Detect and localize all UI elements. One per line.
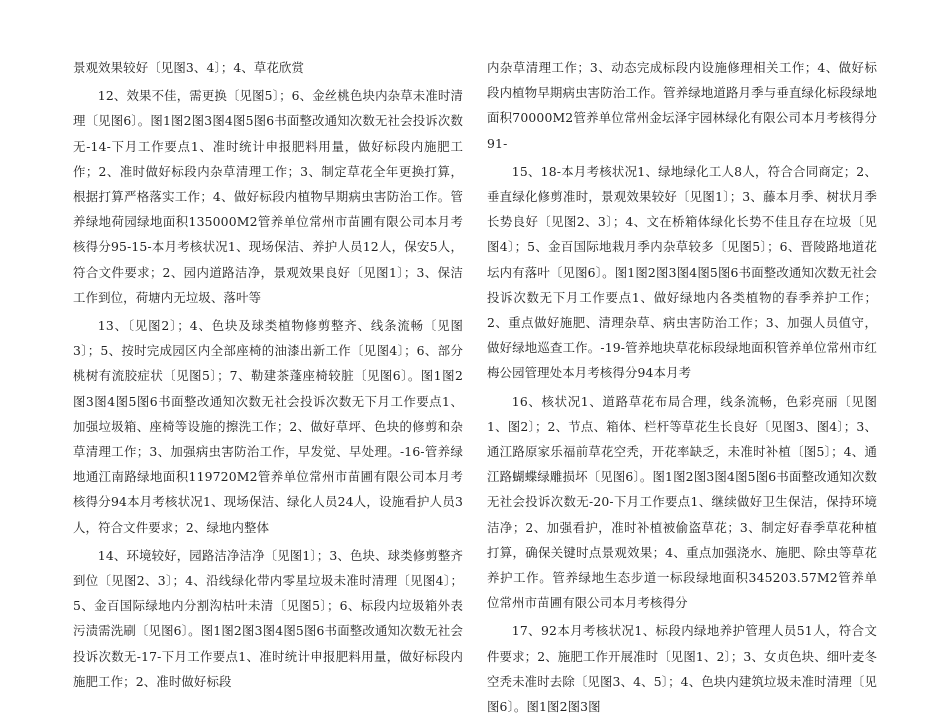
paragraph: 16、核状况1、道路草花布局合理，线条流畅，色彩亮丽〔见图1、图2〕；2、节点、箱体、栏杆等草花生长良好〔见图3、图4〕；3、通江路原家乐福前草花空秃，开花率缺乏，未准时补植〔图5〕；4、通江路蝴蝶绿雕损坏〔见图6〕。图1图2图3图4图5图6书面整改通知次数无社会投诉次数无-20-下月工作要点1、继续做好卫生保洁，保持环境洁净；2、加强看护，准时补植被偷盗草花；3、制定好春季草花种植打算，确保关键时点景观效果；4、重点加强浇水、施肥、除虫等草花养护工作。管养绿地生态步道一标段绿地面积345203.57M2管养单位常州市苗圃有限公司本月考核得分 — [487, 393, 877, 611]
paragraph: 内杂草清理工作；3、动态完成标段内设施修理相关工作；4、做好标段内植物早期病虫害防治工作。管养绿地道路月季与垂直绿化标段绿地面积70000M2管养单位常州金坛泽宇园林绿化有限公司本月考核得分91- — [487, 60, 877, 151]
paragraph: 14、环境较好，园路洁净洁净〔见图1〕；3、色块、球类修剪整齐到位〔见图2、3〕；4、沿线绿化带内零星垃圾未准时清理〔见图4〕；5、金百国际绿地内分割沟枯叶未清〔见图5〕；6、标段内垃圾箱外表污渍需洗刷〔见图6〕。图1图2图3图4图5图6书面整改通知次数无社会投诉次数无-17-下月工作要点1、准时统计申报肥料用量，做好标段内施肥工作；2、准时做好标段 — [73, 547, 463, 689]
paragraph: 15、18-本月考核状况1、绿地绿化工人8人，符合合同商定；2、垂直绿化修剪准时，景观效果较好〔见图1〕；3、藤本月季、树状月季长势良好〔见图2、3〕；4、文在桥箱体绿化长势不佳且存在垃圾〔见图4〕；5、金百国际地栽月季内杂草较多〔见图5〕；6、晋陵路地道花坛内有落叶〔见图6〕。图1图2图3图4图5图6书面整改通知次数无社会投诉次数无下月工作要点1、做好绿地内各类植物的春季养护工作；2、重点做好施肥、清理杂草、病虫害防治工作；3、加强人员值守，做好绿地巡查工作。-19-管养地块草花标段绿地面积管养单位常州市红梅公园管理处本月考核得分94本月考 — [487, 163, 877, 381]
paragraph: 景观效果较好〔见图3、4〕；4、草花欣赏 — [73, 60, 305, 75]
right-text-column — [487, 55, 877, 722]
paragraph: 13、〔见图2〕；4、色块及球类植物修剪整齐、线条流畅〔见图3〕；5、按时完成园区内全部座椅的油漆出新工作〔见图4〕；6、部分桃树有流胶症状〔见图5〕；7、勒建茶蓬座椅较脏〔见图6〕。图1图2图3图4图5图6书面整改通知次数无社会投诉次数无下月工作要点1、加强垃圾箱、座椅等设施的擦洗工作；2、做好草坪、色块的修剪和杂草清理工作；3、加强病虫害防治工作，早发觉、早处理。-16-管养绿地通江南路绿地面积119720M2管养单位常州市苗圃有限公司本月考核得分94本月考核状况1、现场保洁、绿化人员24人，设施看护人员3人，符合文件要求；2、绿地内整体 — [73, 318, 463, 535]
left-text-column — [73, 55, 463, 697]
paragraph: 17、92本月考核状况1、标段内绿地养护管理人员51人，符合文件要求；2、施肥工作开展准时〔见图1、2〕；3、女贞色块、细叶麦冬空秃未准时去除〔见图3、4、5〕；4、色块内建筑垃圾未准时清理〔见图6〕。图1图2图3图 — [487, 623, 877, 715]
paragraph: 12、效果不佳，需更换〔见图5〕；6、金丝桃色块内杂草未准时清理〔见图6〕。图1图2图3图4图5图6书面整改通知次数无社会投诉次数无-14-下月工作要点1、准时统计申报肥料用量，做好标段内施肥工作；2、准时做好标段内杂草清理工作；3、制定草花全年更换打算，根据打算严格落实工作；4、做好标段内植物早期病虫害防治工作。管养绿地荷园绿地面积135000M2管养单位常州市苗圃有限公司本月考核得分95-15-本月考核状况1、现场保洁、养护人员12人，保安5人，符合文件要求；2、园内道路洁净，景观效果良好〔见图1〕；3、保洁工作到位，荷塘内无垃圾、落叶等 — [73, 88, 463, 305]
